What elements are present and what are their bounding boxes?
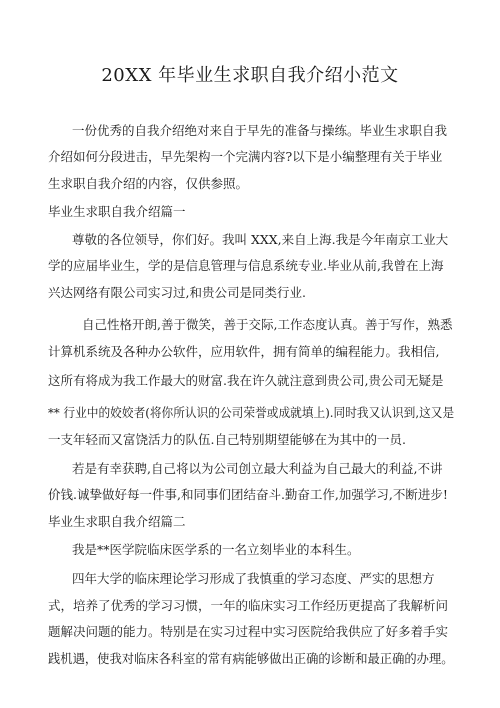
paragraph-line: 若是有幸获聘,自己将以为公司创立最大利益为自己最大的利益,不讲 — [72, 461, 443, 476]
paragraph-line: 自己性格开朗,善于微笑，善于交际,工作态度认真。善于写作，熟悉 — [82, 317, 453, 332]
paragraph-line: 价钱.诚挚做好每一件事,和同事们团结奋斗.勤奋工作,加强学习,不断进步! — [48, 487, 448, 502]
paragraph-line: 践机遇，使我对临床各科室的常有病能够做出正确的诊断和最正确的办理。 — [48, 651, 454, 666]
paragraph-line: 一支年轻而又富饶活力的队伍.自己特别期望能够在为其中的一员. — [48, 432, 406, 447]
paragraph-line: 式，培养了优秀的学习习惯，一年的临床实习工作经历更提高了我解析问 — [48, 598, 449, 613]
intro-line-1: 一份优秀的自我介绍绝对来自于早先的准备与操练。毕业生求职自我 — [72, 123, 448, 138]
paragraph-line: 尊敬的各位领导，你们好。我叫 XXX,来自上海.我是今年南京工业大 — [72, 232, 449, 247]
document-title: 20XX 年毕业生求职自我介绍小范文 — [101, 65, 399, 86]
paragraph-line: 这所有将成为我工作最大的财富.我在许久就注意到贵公司,贵公司无疑是 — [48, 373, 444, 388]
paragraph-line: 四年大学的临床理论学习形成了我慎重的学习态度、严实的思想方 — [72, 571, 435, 586]
paragraph-line: 题解决问题的能力。特别是在实习过程中实习医院给我供应了好多着手实 — [48, 624, 449, 639]
paragraph-line: 兴达网络有限公司实习过,和贵公司是同类行业. — [48, 285, 306, 300]
paragraph-line: ** 行业中的姣姣者(将你所认识的公司荣誉或成就填上).同时我又认识到,这又是 — [48, 405, 455, 420]
section-heading-2: 毕业生求职自我介绍篇二 — [48, 514, 186, 529]
paragraph-line: 学的应届毕业生，学的是信息管理与信息系统专业.毕业从前,我曾在上海 — [48, 258, 444, 273]
intro-line-3: 生求职自我介绍的内容，仅供参照。 — [48, 176, 249, 191]
section-heading-1: 毕业生求职自我介绍篇一 — [48, 204, 186, 219]
paragraph-line: 我是**医学院临床医学系的一名立刻毕业的本科生。 — [72, 542, 360, 557]
intro-line-2: 介绍如何分段进击，早先架构一个完满内容?以下是小编整理有关于毕业 — [48, 149, 443, 164]
paragraph-line: 计算机系统及各种办公软件，应用软件，拥有简单的编程能力。我相信, — [48, 344, 440, 359]
